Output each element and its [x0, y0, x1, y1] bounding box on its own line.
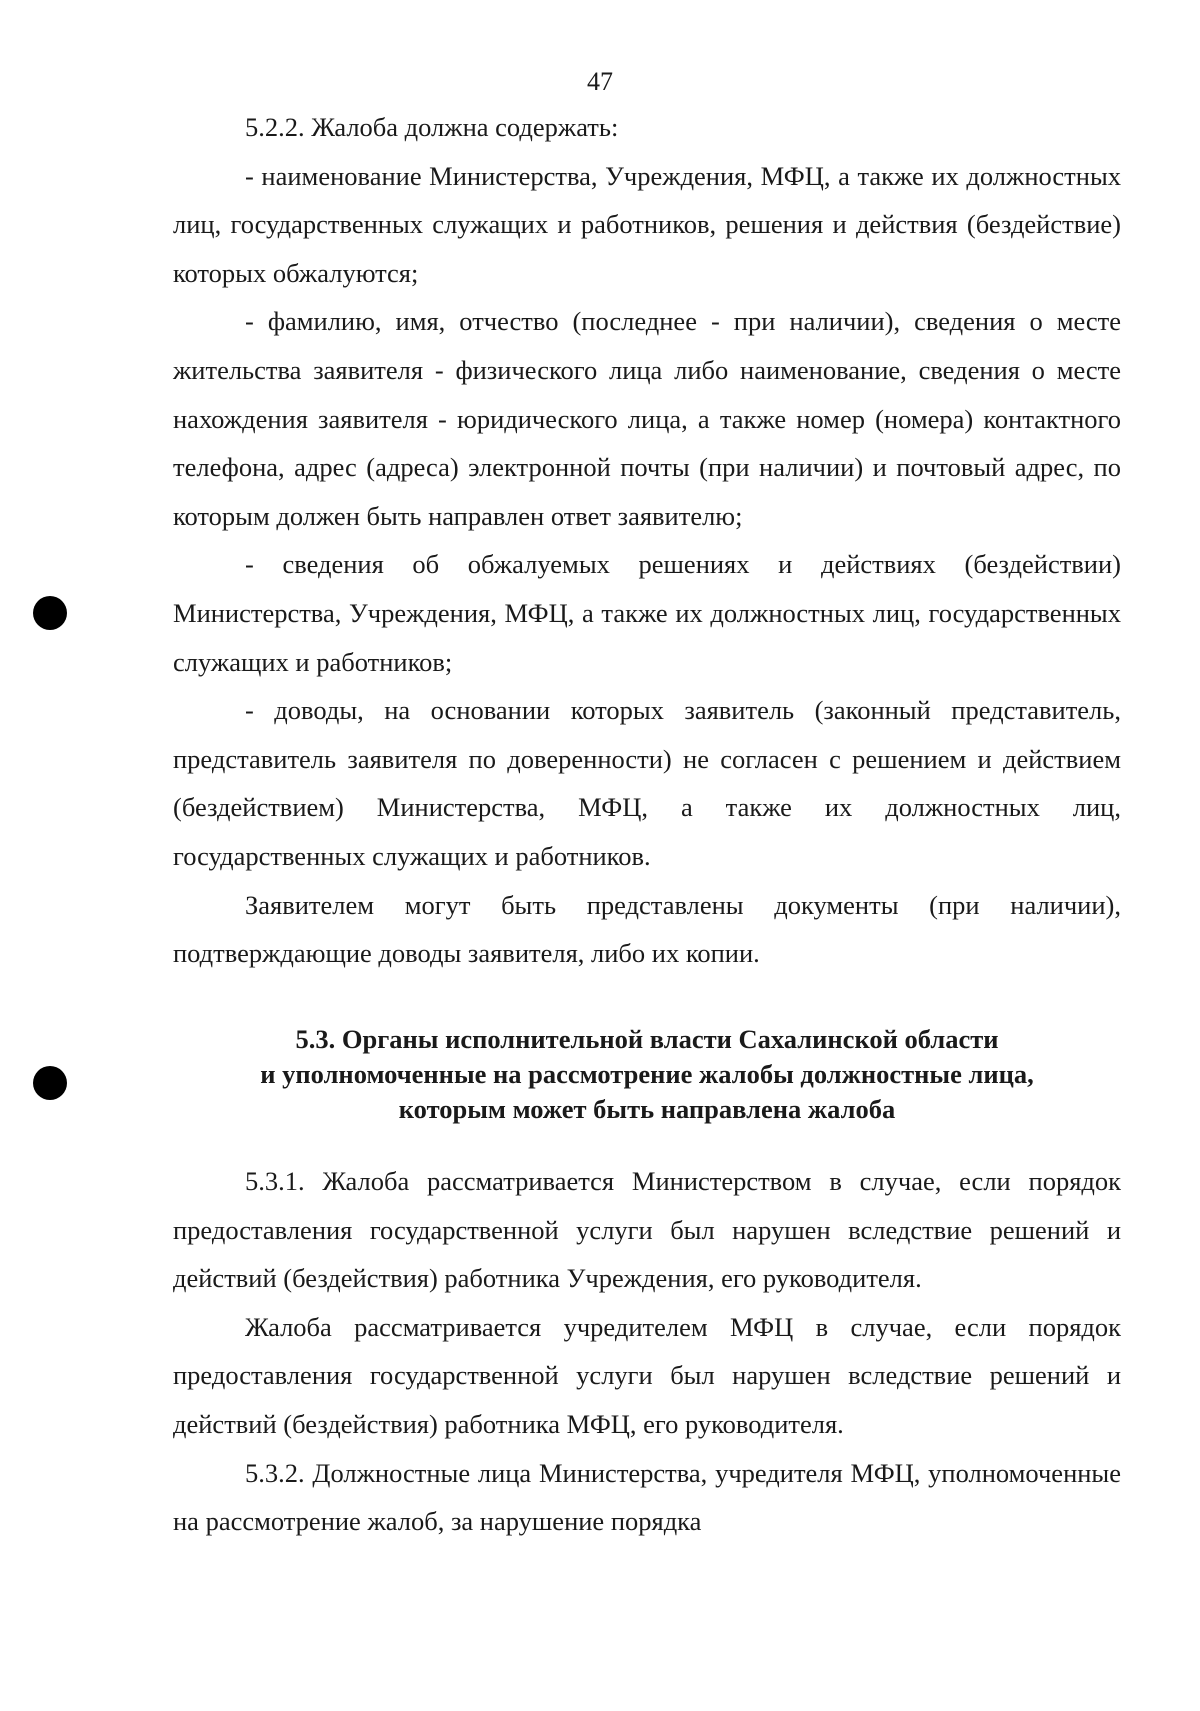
- paragraph-5-2-2-intro: 5.2.2. Жалоба должна содержать:: [245, 112, 619, 142]
- heading-line: 5.3. Органы исполнительной власти Сахалинской области: [295, 1024, 999, 1054]
- page-number: 47: [587, 67, 613, 96]
- paragraph-item-decisions: - сведения об обжалуемых решениях и действиях (бездействии) Министерства, Учреждения, МФЦ, а также их должностных лиц, государственных служащих и работников;: [173, 549, 1121, 677]
- punch-hole-mark: [33, 1066, 67, 1100]
- heading-line: которым может быть направлена жалоба: [398, 1094, 896, 1124]
- section-5-2-2-text: [173, 103, 1121, 978]
- section-5-3-text: [173, 1157, 1121, 1546]
- section-5-3-heading: [173, 1022, 1121, 1127]
- paragraph-mfc-founder: Жалоба рассматривается учредителем МФЦ в случае, если порядок предоставления государственной услуги был нарушен вследствие решений и действий (бездействия) работника МФЦ, его руководителя.: [173, 1311, 1121, 1439]
- paragraph-5-3-1: 5.3.1. Жалоба рассматривается Министерством в случае, если порядок предоставления государственной услуги был нарушен вследствие решений и действий (бездействия) работника Учреждения, его руководителя.: [173, 1166, 1121, 1294]
- paragraph-documents: Заявителем могут быть представлены документы (при наличии), подтверждающие доводы заявителя, либо их копии.: [173, 889, 1121, 969]
- paragraph-item-applicant-info: - фамилию, имя, отчество (последнее - при наличии), сведения о месте жительства заявителя - физического лица либо наименование, сведения о месте нахождения заявителя - юридического лица, а также номер (номера) контактного телефона, адрес (адреса) электронной почты (при наличии) и почтовый адрес, по которым должен быть направлен ответ заявителю;: [173, 306, 1121, 531]
- paragraph-5-3-2: 5.3.2. Должностные лица Министерства, учредителя МФЦ, уполномоченные на рассмотрение жалоб, за нарушение порядка: [173, 1457, 1121, 1537]
- heading-line: и уполномоченные на рассмотрение жалобы должностные лица,: [260, 1059, 1034, 1089]
- paragraph-item-arguments: - доводы, на основании которых заявитель (законный представитель, представитель заявителя по доверенности) не согласен с решением и действием (бездействием) Министерства, МФЦ, а также их должностных лиц, государственных служащих и работников.: [173, 695, 1121, 871]
- paragraph-item-names: - наименование Министерства, Учреждения, МФЦ, а также их должностных лиц, государственных служащих и работников, решения и действия (бездействие) которых обжалуются;: [173, 160, 1121, 288]
- punch-hole-mark: [33, 596, 67, 630]
